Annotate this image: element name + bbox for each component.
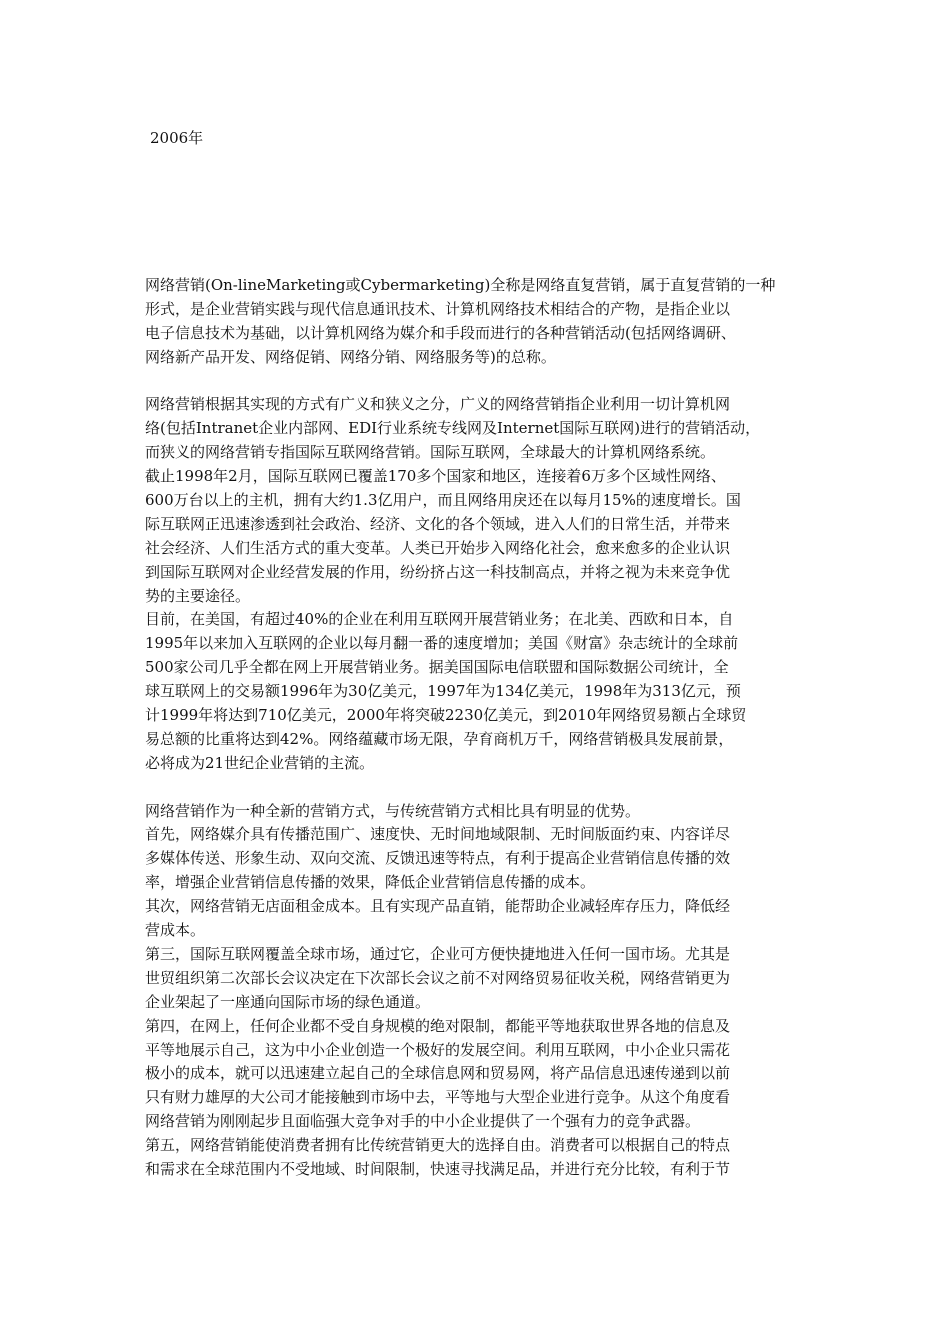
text-line: 网络营销根据其实现的方式有广义和狭义之分，广义的网络营销指企业利用一切计算机网 (145, 395, 731, 414)
text-line: 势的主要途径。 (145, 586, 251, 605)
text-line: 第五，网络营销能使消费者拥有比传统营销更大的选择自由。消费者可以根据自己的特点 (145, 1136, 731, 1155)
text-line: 500家公司几乎全都在网上开展营销业务。据美国国际电信联盟和国际数据公司统计，全 (145, 658, 729, 677)
text-line: 世贸组织第二次部长会议决定在下次部长会议之前不对网络贸易征收关税，网络营销更为 (145, 968, 731, 987)
text-line: 目前，在美国，有超过40%的企业在利用互联网开展营销业务；在北美、西欧和日本，自 (145, 610, 734, 629)
text-line: 而狭义的网络营销专指国际互联网络营销。国际互联网，全球最大的计算机网络系统。 (145, 443, 716, 462)
text-line: 网络营销作为一种全新的营销方式，与传统营销方式相比具有明显的优势。 (145, 801, 641, 820)
text-line (145, 776, 813, 800)
text-line: 多媒体传送、形象生动、双向交流、反馈迅速等特点，有利于提高企业营销信息传播的效 (145, 849, 731, 868)
text-line: 和需求在全球范围内不受地域、时间限制，快速寻找满足品，并进行充分比较，有利于节 (145, 1159, 731, 1178)
text-line: 截止1998年2月，国际互联网已覆盖170多个国家和地区，连接着6万多个区域性网络、 (145, 467, 726, 486)
text-line: 网络营销(On-lineMarketing或Cybermarketing)全称是网络直复营销，属于直复营销的一种 (145, 276, 776, 294)
body-text (145, 274, 813, 1182)
text-line: 企业架起了一座通向国际市场的绿色通道。 (145, 992, 431, 1011)
text-line: 网络新产品开发、网络促销、网络分销、网络服务等)的总称。 (145, 347, 556, 366)
text-line: 社会经济、人们生活方式的重大变革。人类已开始步入网络化社会，愈来愈多的企业认识 (145, 538, 731, 557)
text-line: 形式，是企业营销实践与现代信息通讯技术、计算机网络技术相结合的产物，是指企业以 (145, 299, 731, 318)
text-line: 只有财力雄厚的大公司才能接触到市场中去，平等地与大型企业进行竞争。从这个角度看 (145, 1088, 731, 1107)
text-line: 营成本。 (145, 921, 206, 940)
text-line: 平等地展示自己，这为中小企业创造一个极好的发展空间。利用互联网，中小企业只需花 (145, 1040, 731, 1059)
text-line: 必将成为21世纪企业营销的主流。 (145, 753, 375, 772)
text-line: 电子信息技术为基础，以计算机网络为媒介和手段而进行的各种营销活动(包括网络调研、 (145, 323, 736, 342)
text-line: 际互联网正迅速渗透到社会政治、经济、文化的各个领域，进入人们的日常生活，并带来 (145, 514, 731, 533)
text-line: 第三，国际互联网覆盖全球市场，通过它，企业可方便快捷地进入任何一国市场。尤其是 (145, 944, 731, 963)
text-line (145, 370, 813, 394)
text-line: 络(包括Intranet企业内部网、EDI行业系统专线网及Internet国际互联网)进行的营销活动， (145, 419, 761, 438)
text-line: 率，增强企业营销信息传播的效果，降低企业营销信息传播的成本。 (145, 873, 596, 892)
text-line: 第四，在网上，任何企业都不受自身规模的绝对限制，都能平等地获取世界各地的信息及 (145, 1016, 731, 1035)
year-heading: 2006年 (150, 129, 204, 147)
text-line: 1995年以来加入互联网的企业以每月翻一番的速度增加；美国《财富》杂志统计的全球前 (145, 634, 739, 653)
text-line: 极小的成本，就可以迅速建立起自己的全球信息网和贸易网，将产品信息迅速传递到以前 (145, 1064, 731, 1083)
text-line: 首先，网络媒介具有传播范围广、速度快、无时间地域限制、无时间版面约束、内容详尽 (145, 825, 731, 844)
text-line: 到国际互联网对企业经营发展的作用，纷纷挤占这一科技制高点，并将之视为未来竞争优 (145, 562, 731, 581)
text-line: 计1999年将达到710亿美元，2000年将突破2230亿美元，到2010年网络贸易额占全球贸 (145, 706, 747, 725)
text-line: 600万台以上的主机，拥有大约1.3亿用户，而且网络用戾还在以每月15%的速度增长。国 (145, 491, 741, 510)
text-line: 其次，网络营销无店面租金成本。且有实现产品直销，能帮助企业减轻库存压力，降低经 (145, 897, 731, 916)
text-line: 网络营销为刚刚起步且面临强大竞争对手的中小企业提供了一个强有力的竞争武器。 (145, 1112, 701, 1131)
text-line: 易总额的比重将达到42%。网络蕴藏市场无限，孕育商机万千，网络营销极具发展前景， (145, 729, 734, 748)
text-line: 球互联网上的交易额1996年为30亿美元，1997年为134亿美元，1998年为313亿元，预 (145, 682, 741, 701)
